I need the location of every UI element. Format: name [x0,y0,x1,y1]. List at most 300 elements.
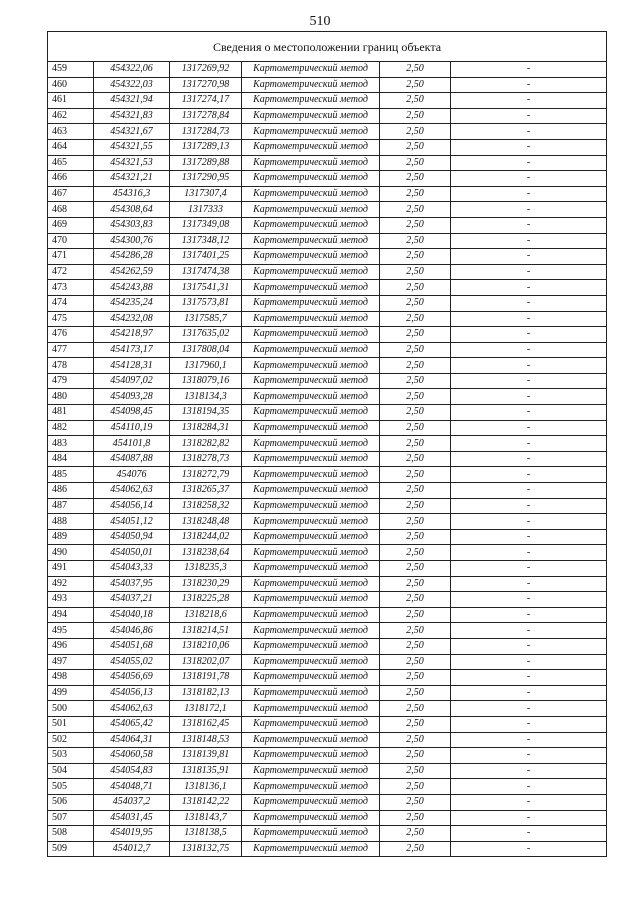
method-cell: Картометрический метод [242,295,380,311]
point-number-cell: 509 [48,841,94,857]
x-coordinate-cell: 454173,17 [94,342,170,358]
method-cell: Картометрический метод [242,389,380,405]
x-coordinate-cell: 454243,88 [94,280,170,296]
y-coordinate-cell: 1318278,73 [170,451,242,467]
description-cell: - [451,654,607,670]
description-cell: - [451,389,607,405]
y-coordinate-cell: 1318248,48 [170,514,242,530]
point-number-cell: 503 [48,748,94,764]
x-coordinate-cell: 454054,83 [94,763,170,779]
method-cell: Картометрический метод [242,529,380,545]
point-number-cell: 499 [48,685,94,701]
method-cell: Картометрический метод [242,763,380,779]
description-cell: - [451,124,607,140]
x-coordinate-cell: 454110,19 [94,420,170,436]
accuracy-cell: 2,50 [380,124,451,140]
method-cell: Картометрический метод [242,545,380,561]
point-number-cell: 490 [48,545,94,561]
method-cell: Картометрический метод [242,62,380,78]
table-row [48,841,607,857]
y-coordinate-cell: 1318218,6 [170,607,242,623]
table-row [48,420,607,436]
x-coordinate-cell: 454322,03 [94,77,170,93]
description-cell: - [451,498,607,514]
point-number-cell: 459 [48,62,94,78]
point-number-cell: 469 [48,217,94,233]
accuracy-cell: 2,50 [380,810,451,826]
x-coordinate-cell: 454098,45 [94,405,170,421]
boundary-coordinates-table [47,31,607,857]
description-cell: - [451,405,607,421]
x-coordinate-cell: 454308,64 [94,202,170,218]
y-coordinate-cell: 1318194,35 [170,405,242,421]
y-coordinate-cell: 1318139,81 [170,748,242,764]
point-number-cell: 508 [48,826,94,842]
accuracy-cell: 2,50 [380,670,451,686]
point-number-cell: 497 [48,654,94,670]
point-number-cell: 498 [48,670,94,686]
method-cell: Картометрический метод [242,701,380,717]
table-row [48,358,607,374]
y-coordinate-cell: 1317585,7 [170,311,242,327]
description-cell: - [451,93,607,109]
x-coordinate-cell: 454087,88 [94,451,170,467]
description-cell: - [451,311,607,327]
method-cell: Картометрический метод [242,514,380,530]
method-cell: Картометрический метод [242,592,380,608]
description-cell: - [451,186,607,202]
x-coordinate-cell: 454316,3 [94,186,170,202]
method-cell: Картометрический метод [242,233,380,249]
table-body [48,62,607,857]
method-cell: Картометрический метод [242,483,380,499]
point-number-cell: 496 [48,638,94,654]
x-coordinate-cell: 454218,97 [94,327,170,343]
table-row [48,233,607,249]
x-coordinate-cell: 454012,7 [94,841,170,857]
description-cell: - [451,779,607,795]
table-row [48,139,607,155]
method-cell: Картометрический метод [242,124,380,140]
point-number-cell: 473 [48,280,94,296]
y-coordinate-cell: 1317401,25 [170,249,242,265]
method-cell: Картометрический метод [242,264,380,280]
description-cell: - [451,592,607,608]
accuracy-cell: 2,50 [380,280,451,296]
table-row [48,732,607,748]
table-row [48,701,607,717]
method-cell: Картометрический метод [242,139,380,155]
table-row [48,607,607,623]
y-coordinate-cell: 1318136,1 [170,779,242,795]
point-number-cell: 482 [48,420,94,436]
y-coordinate-cell: 1318238,64 [170,545,242,561]
method-cell: Картометрический метод [242,108,380,124]
y-coordinate-cell: 1318079,16 [170,373,242,389]
method-cell: Картометрический метод [242,576,380,592]
method-cell: Картометрический метод [242,716,380,732]
x-coordinate-cell: 454286,28 [94,249,170,265]
y-coordinate-cell: 1317808,04 [170,342,242,358]
y-coordinate-cell: 1318135,91 [170,763,242,779]
y-coordinate-cell: 1318132,75 [170,841,242,857]
method-cell: Картометрический метод [242,451,380,467]
description-cell: - [451,529,607,545]
y-coordinate-cell: 1317274,17 [170,93,242,109]
x-coordinate-cell: 454076 [94,467,170,483]
y-coordinate-cell: 1318172,1 [170,701,242,717]
x-coordinate-cell: 454097,02 [94,373,170,389]
y-coordinate-cell: 1317573,81 [170,295,242,311]
y-coordinate-cell: 1317289,88 [170,155,242,171]
point-number-cell: 461 [48,93,94,109]
x-coordinate-cell: 454064,31 [94,732,170,748]
description-cell: - [451,716,607,732]
y-coordinate-cell: 1317290,95 [170,171,242,187]
table-row [48,373,607,389]
description-cell: - [451,249,607,265]
x-coordinate-cell: 454093,28 [94,389,170,405]
point-number-cell: 484 [48,451,94,467]
x-coordinate-cell: 454321,55 [94,139,170,155]
table-row [48,748,607,764]
point-number-cell: 493 [48,592,94,608]
description-cell: - [451,545,607,561]
accuracy-cell: 2,50 [380,93,451,109]
table-row [48,93,607,109]
accuracy-cell: 2,50 [380,373,451,389]
table-row [48,638,607,654]
point-number-cell: 480 [48,389,94,405]
description-cell: - [451,841,607,857]
point-number-cell: 488 [48,514,94,530]
point-number-cell: 471 [48,249,94,265]
y-coordinate-cell: 1317289,13 [170,139,242,155]
method-cell: Картометрический метод [242,638,380,654]
method-cell: Картометрический метод [242,186,380,202]
method-cell: Картометрический метод [242,732,380,748]
x-coordinate-cell: 454037,2 [94,794,170,810]
y-coordinate-cell: 1318230,29 [170,576,242,592]
accuracy-cell: 2,50 [380,264,451,280]
method-cell: Картометрический метод [242,280,380,296]
point-number-cell: 483 [48,436,94,452]
table-row [48,467,607,483]
accuracy-cell: 2,50 [380,514,451,530]
accuracy-cell: 2,50 [380,358,451,374]
method-cell: Картометрический метод [242,249,380,265]
method-cell: Картометрический метод [242,342,380,358]
description-cell: - [451,514,607,530]
x-coordinate-cell: 454046,86 [94,623,170,639]
x-coordinate-cell: 454235,24 [94,295,170,311]
x-coordinate-cell: 454056,69 [94,670,170,686]
x-coordinate-cell: 454322,06 [94,62,170,78]
table-row [48,592,607,608]
table-row [48,716,607,732]
x-coordinate-cell: 454321,53 [94,155,170,171]
accuracy-cell: 2,50 [380,685,451,701]
accuracy-cell: 2,50 [380,545,451,561]
accuracy-cell: 2,50 [380,561,451,577]
point-number-cell: 475 [48,311,94,327]
y-coordinate-cell: 1317474,38 [170,264,242,280]
accuracy-cell: 2,50 [380,763,451,779]
description-cell: - [451,748,607,764]
point-number-cell: 462 [48,108,94,124]
table-row [48,327,607,343]
description-cell: - [451,638,607,654]
table-row [48,514,607,530]
x-coordinate-cell: 454031,45 [94,810,170,826]
description-cell: - [451,327,607,343]
x-coordinate-cell: 454128,31 [94,358,170,374]
point-number-cell: 467 [48,186,94,202]
x-coordinate-cell: 454062,63 [94,483,170,499]
description-cell: - [451,670,607,686]
x-coordinate-cell: 454043,33 [94,561,170,577]
x-coordinate-cell: 454048,71 [94,779,170,795]
y-coordinate-cell: 1317333 [170,202,242,218]
x-coordinate-cell: 454056,13 [94,685,170,701]
accuracy-cell: 2,50 [380,716,451,732]
x-coordinate-cell: 454232,08 [94,311,170,327]
accuracy-cell: 2,50 [380,779,451,795]
description-cell: - [451,373,607,389]
method-cell: Картометрический метод [242,841,380,857]
point-number-cell: 472 [48,264,94,280]
accuracy-cell: 2,50 [380,389,451,405]
table-row [48,171,607,187]
accuracy-cell: 2,50 [380,342,451,358]
point-number-cell: 470 [48,233,94,249]
x-coordinate-cell: 454050,94 [94,529,170,545]
point-number-cell: 468 [48,202,94,218]
x-coordinate-cell: 454303,83 [94,217,170,233]
description-cell: - [451,763,607,779]
accuracy-cell: 2,50 [380,451,451,467]
description-cell: - [451,171,607,187]
description-cell: - [451,202,607,218]
table-row [48,311,607,327]
point-number-cell: 463 [48,124,94,140]
x-coordinate-cell: 454062,63 [94,701,170,717]
method-cell: Картометрический метод [242,748,380,764]
y-coordinate-cell: 1317349,08 [170,217,242,233]
table-header-title: Сведения о местоположении границ объекта [48,32,607,62]
x-coordinate-cell: 454050,01 [94,545,170,561]
description-cell: - [451,295,607,311]
point-number-cell: 476 [48,327,94,343]
page-number: 510 [309,14,331,29]
x-coordinate-cell: 454065,42 [94,716,170,732]
y-coordinate-cell: 1318202,07 [170,654,242,670]
accuracy-cell: 2,50 [380,436,451,452]
table-row [48,264,607,280]
x-coordinate-cell: 454321,21 [94,171,170,187]
accuracy-cell: 2,50 [380,498,451,514]
x-coordinate-cell: 454056,14 [94,498,170,514]
description-cell: - [451,217,607,233]
point-number-cell: 474 [48,295,94,311]
y-coordinate-cell: 1318191,78 [170,670,242,686]
accuracy-cell: 2,50 [380,483,451,499]
y-coordinate-cell: 1318265,37 [170,483,242,499]
table-row [48,779,607,795]
accuracy-cell: 2,50 [380,186,451,202]
point-number-cell: 507 [48,810,94,826]
description-cell: - [451,139,607,155]
table-row [48,436,607,452]
y-coordinate-cell: 1317270,98 [170,77,242,93]
y-coordinate-cell: 1317269,92 [170,62,242,78]
x-coordinate-cell: 454101,8 [94,436,170,452]
x-coordinate-cell: 454055,02 [94,654,170,670]
accuracy-cell: 2,50 [380,311,451,327]
table-row [48,62,607,78]
table-row [48,685,607,701]
table-row [48,498,607,514]
accuracy-cell: 2,50 [380,748,451,764]
accuracy-cell: 2,50 [380,576,451,592]
method-cell: Картометрический метод [242,202,380,218]
y-coordinate-cell: 1318134,3 [170,389,242,405]
table-header-row [48,32,607,62]
y-coordinate-cell: 1318162,45 [170,716,242,732]
method-cell: Картометрический метод [242,670,380,686]
table-row [48,405,607,421]
accuracy-cell: 2,50 [380,202,451,218]
y-coordinate-cell: 1318210,06 [170,638,242,654]
y-coordinate-cell: 1317348,12 [170,233,242,249]
table-row [48,280,607,296]
x-coordinate-cell: 454051,68 [94,638,170,654]
method-cell: Картометрический метод [242,607,380,623]
description-cell: - [451,607,607,623]
x-coordinate-cell: 454262,59 [94,264,170,280]
accuracy-cell: 2,50 [380,638,451,654]
description-cell: - [451,826,607,842]
table-row [48,186,607,202]
table-row [48,810,607,826]
y-coordinate-cell: 1317307,4 [170,186,242,202]
description-cell: - [451,280,607,296]
method-cell: Картометрический метод [242,77,380,93]
table-row [48,124,607,140]
y-coordinate-cell: 1318148,53 [170,732,242,748]
y-coordinate-cell: 1318284,31 [170,420,242,436]
description-cell: - [451,436,607,452]
description-cell: - [451,685,607,701]
description-cell: - [451,77,607,93]
description-cell: - [451,810,607,826]
method-cell: Картометрический метод [242,810,380,826]
accuracy-cell: 2,50 [380,420,451,436]
accuracy-cell: 2,50 [380,794,451,810]
table-row [48,202,607,218]
y-coordinate-cell: 1318225,28 [170,592,242,608]
method-cell: Картометрический метод [242,171,380,187]
method-cell: Картометрический метод [242,93,380,109]
accuracy-cell: 2,50 [380,529,451,545]
point-number-cell: 460 [48,77,94,93]
accuracy-cell: 2,50 [380,62,451,78]
table-row [48,654,607,670]
description-cell: - [451,420,607,436]
y-coordinate-cell: 1318235,3 [170,561,242,577]
table-row [48,155,607,171]
point-number-cell: 464 [48,139,94,155]
x-coordinate-cell: 454019,95 [94,826,170,842]
y-coordinate-cell: 1318272,79 [170,467,242,483]
point-number-cell: 500 [48,701,94,717]
table-row [48,451,607,467]
description-cell: - [451,62,607,78]
point-number-cell: 505 [48,779,94,795]
accuracy-cell: 2,50 [380,654,451,670]
point-number-cell: 479 [48,373,94,389]
point-number-cell: 492 [48,576,94,592]
description-cell: - [451,451,607,467]
x-coordinate-cell: 454051,12 [94,514,170,530]
description-cell: - [451,342,607,358]
x-coordinate-cell: 454037,21 [94,592,170,608]
y-coordinate-cell: 1318244,02 [170,529,242,545]
y-coordinate-cell: 1318138,5 [170,826,242,842]
x-coordinate-cell: 454060,58 [94,748,170,764]
table-row [48,529,607,545]
accuracy-cell: 2,50 [380,327,451,343]
accuracy-cell: 2,50 [380,592,451,608]
table-row [48,561,607,577]
table-row [48,794,607,810]
table-row [48,342,607,358]
point-number-cell: 495 [48,623,94,639]
table-row [48,249,607,265]
description-cell: - [451,561,607,577]
point-number-cell: 478 [48,358,94,374]
x-coordinate-cell: 454321,94 [94,93,170,109]
method-cell: Картометрический метод [242,561,380,577]
method-cell: Картометрический метод [242,405,380,421]
point-number-cell: 504 [48,763,94,779]
method-cell: Картометрический метод [242,467,380,483]
point-number-cell: 486 [48,483,94,499]
method-cell: Картометрический метод [242,436,380,452]
accuracy-cell: 2,50 [380,249,451,265]
point-number-cell: 494 [48,607,94,623]
method-cell: Картометрический метод [242,826,380,842]
description-cell: - [451,233,607,249]
description-cell: - [451,483,607,499]
accuracy-cell: 2,50 [380,467,451,483]
method-cell: Картометрический метод [242,498,380,514]
accuracy-cell: 2,50 [380,217,451,233]
y-coordinate-cell: 1317960,1 [170,358,242,374]
point-number-cell: 489 [48,529,94,545]
accuracy-cell: 2,50 [380,841,451,857]
method-cell: Картометрический метод [242,155,380,171]
y-coordinate-cell: 1318282,82 [170,436,242,452]
table-row [48,77,607,93]
y-coordinate-cell: 1318258,32 [170,498,242,514]
accuracy-cell: 2,50 [380,233,451,249]
method-cell: Картометрический метод [242,358,380,374]
table-row [48,670,607,686]
table-row [48,389,607,405]
point-number-cell: 477 [48,342,94,358]
point-number-cell: 487 [48,498,94,514]
